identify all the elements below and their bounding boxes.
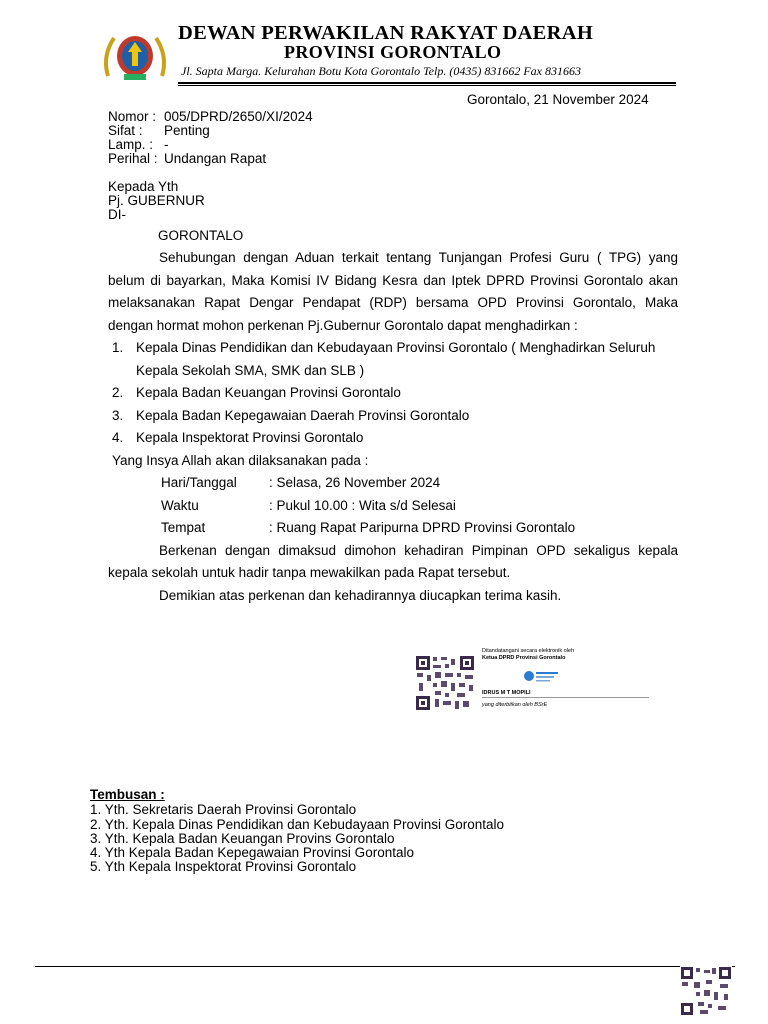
tembusan-item: 4. Yth Kepala Badan Kepegawaian Provinsi Gorontalo	[90, 845, 414, 861]
meta-row-lamp	[108, 138, 313, 152]
letter-date: Gorontalo, 21 November 2024	[467, 92, 649, 107]
intro-paragraph: Sehubungan dengan Aduan terkait tentang Tunjangan Profesi Guru ( TPG) yang belum di bayarkan, Maka Komisi IV Bidang Kesra dan Iptek DPRD Provinsi Gorontalo akan melaksanakan Rapat Dengar Pendapat (RDP) bersama OPD Provinsi Gorontalo, Maka dengan hormat mohon perkenan Pj.Gubernur Gorontalo dapat menghadirkan :	[108, 250, 678, 333]
list-item	[108, 427, 678, 450]
esign-line: Ditandatangani secara elektronik oleh	[482, 648, 575, 654]
letterhead-address: Jl. Sapta Marga. Kelurahan Botu Kota Gorontalo Telp. (0435) 831662 Fax 831663	[181, 64, 581, 78]
meta-value: Undangan Rapat	[164, 151, 267, 166]
addressee-city: GORONTALO	[158, 228, 244, 243]
meta-row-sifat	[108, 124, 313, 138]
schedule-row	[161, 472, 678, 495]
schedule-table	[161, 472, 678, 540]
schedule-intro: Yang Insya Allah akan dilaksanakan pada :	[112, 452, 369, 468]
thanks-paragraph: Demikian atas perkenan dan kehadirannya diucapkan terima kasih.	[159, 587, 562, 603]
list-text: Kepala Badan Keuangan Provinsi Gorontalo	[136, 385, 401, 400]
list-number: 2.	[112, 385, 124, 400]
addressee-line: Kepada Yth	[108, 179, 179, 194]
schedule-value: : Selasa, 26 November 2024	[269, 475, 441, 490]
invitee-list	[108, 337, 678, 450]
signature-qr-code	[415, 655, 475, 711]
list-item	[108, 405, 678, 428]
list-number: 4.	[112, 430, 124, 445]
addressee-block	[108, 180, 243, 243]
tembusan-title: Tembusan :	[90, 787, 165, 802]
schedule-key: Hari/Tanggal	[161, 475, 237, 490]
list-item	[108, 382, 678, 405]
meta-value: 005/DPRD/2650/XI/2024	[164, 109, 313, 124]
meta-value: Penting	[164, 123, 210, 138]
schedule-value: : Ruang Rapat Paripurna DPRD Provinsi Gorontalo	[269, 520, 576, 535]
schedule-row	[161, 495, 678, 518]
letter-meta	[108, 110, 313, 166]
schedule-key: Waktu	[161, 497, 199, 513]
esign-office: Ketua DPRD Provinsi Gorontalo	[482, 655, 566, 661]
letterhead-title: DEWAN PERWAKILAN RAKYAT DAERAH	[178, 22, 594, 44]
signature-line	[482, 697, 649, 698]
addressee-line: DI-	[108, 207, 126, 222]
schedule-value: : Pukul 10.00 : Wita s/d Selesai	[269, 497, 456, 513]
meta-key: Sifat :	[108, 123, 143, 138]
footer-qr-code	[680, 966, 732, 1016]
signer-name: IDRUS M T MOPILI	[482, 690, 531, 696]
meta-row-perihal	[108, 152, 313, 166]
schedule-row	[161, 517, 678, 540]
meta-key: Perihal :	[108, 151, 158, 166]
esign-footer: yang diterbitkan oleh BSrE	[482, 702, 548, 708]
list-item	[108, 337, 678, 382]
meta-key: Lamp. :	[108, 137, 154, 152]
letter-body	[108, 247, 678, 607]
schedule-key: Tempat	[161, 520, 206, 535]
tembusan-item: 1. Yth. Sekretaris Daerah Provinsi Gorontalo	[90, 802, 357, 818]
list-number: 3.	[112, 407, 124, 423]
tembusan-block	[90, 788, 504, 875]
tembusan-item: 3. Yth. Kepala Badan Keuangan Provins Gorontalo	[90, 830, 395, 846]
list-text: Kepala Dinas Pendidikan dan Kebudayaan Provinsi Gorontalo ( Menghadirkan Seluruh Kepala Sekolah SMA, SMK dan SLB )	[136, 340, 656, 378]
letterhead-rule-thin	[178, 85, 676, 86]
list-text: Kepala Badan Kepegawaian Daerah Provinsi Gorontalo	[136, 407, 470, 423]
letterhead-rule-thick	[178, 82, 676, 84]
tembusan-item: 2. Yth. Kepala Dinas Pendidikan dan Kebudayaan Provinsi Gorontalo	[90, 816, 505, 832]
bsre-logo-icon	[522, 666, 562, 686]
letterhead-subtitle: PROVINSI GORONTALO	[284, 42, 502, 62]
list-number: 1.	[112, 340, 124, 355]
meta-row-nomor	[108, 110, 313, 124]
addressee-line: Pj. GUBERNUR	[108, 193, 205, 208]
esign-caption	[482, 648, 574, 662]
tembusan-item: 5. Yth Kepala Inspektorat Provinsi Gorontalo	[90, 859, 357, 875]
meta-key: Nomor :	[108, 109, 157, 124]
footer-rule	[35, 966, 735, 967]
list-text: Kepala Inspektorat Provinsi Gorontalo	[136, 430, 364, 445]
closing-paragraph: Berkenan dengan dimaksud dimohon kehadiran Pimpinan OPD sekaligus kepala kepala sekolah untuk hadir tanpa mewakilkan pada Rapat tersebut.	[108, 542, 678, 580]
dprd-emblem-logo	[100, 26, 170, 84]
meta-value: -	[164, 137, 169, 152]
